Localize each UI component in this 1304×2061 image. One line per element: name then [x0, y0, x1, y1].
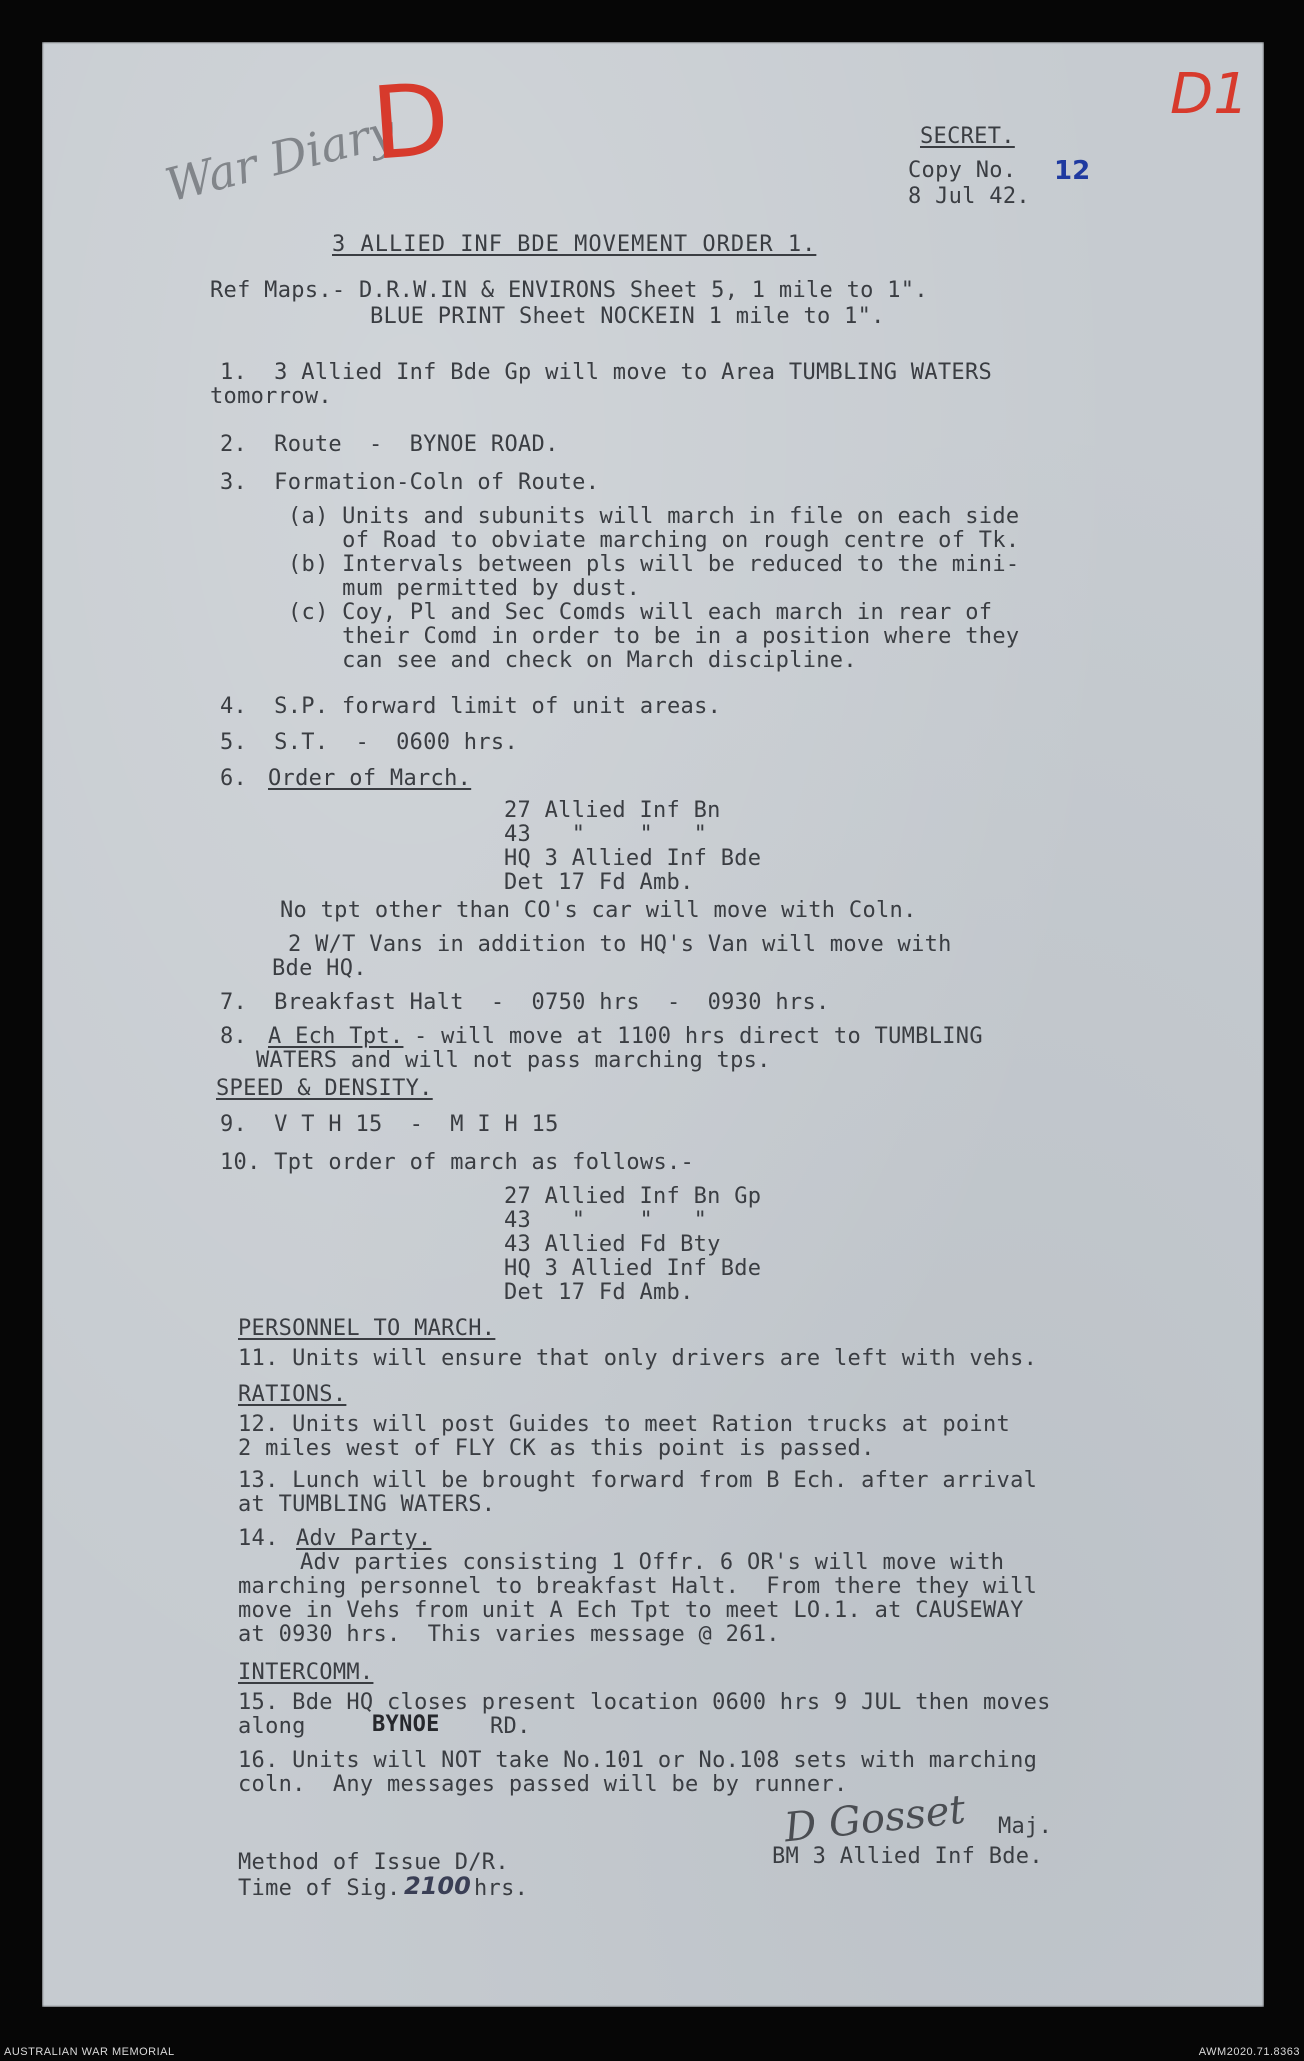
para-8-text-cont: WATERS and will not pass marching tps. [256, 1048, 771, 1073]
signatory-appointment: BM 3 Allied Inf Bde. [772, 1844, 1043, 1869]
document-page [42, 42, 1264, 2007]
para-6-number: 6. [220, 766, 248, 791]
archive-credit: AUSTRALIAN WAR MEMORIAL [4, 2046, 175, 2058]
para-8-text: - will move at 1100 hrs direct to TUMBLING [414, 1024, 983, 1049]
para-13-line-1: 13. Lunch will be brought forward from B Ech. after arrival [238, 1468, 1038, 1493]
archive-reference: AWM2020.71.8363 [1198, 2046, 1300, 2058]
document-date: 8 Jul 42. [908, 184, 1030, 209]
para-12-line-1: 12. Units will post Guides to meet Ration trucks at point [238, 1412, 1011, 1437]
tpt-order-5: Det 17 Fd Amb. [504, 1280, 694, 1305]
para-12-line-2: 2 miles west of FLY CK as this point is passed. [238, 1436, 875, 1461]
copy-number-label: Copy No. [908, 158, 1017, 183]
tpt-order-4: HQ 3 Allied Inf Bde [504, 1256, 762, 1281]
para-3a-line-1: (a) Units and subunits will march in file on each side [288, 504, 1020, 529]
tpt-order-1: 27 Allied Inf Bn Gp [504, 1184, 762, 1209]
para-15-line-2-post: RD. [490, 1714, 531, 1739]
para-3b-line-2: mum permitted by dust. [288, 576, 641, 601]
para-9: 9. V T H 15 - M I H 15 [220, 1112, 559, 1137]
para-8-heading: A Ech Tpt. [268, 1024, 404, 1049]
march-order-3: HQ 3 Allied Inf Bde [504, 846, 762, 871]
para-15-road-name: BYNOE [372, 1712, 440, 1737]
march-order-2: 43 " " " [504, 822, 708, 847]
para-3c-line-2: their Comd in order to be in a position where they [288, 624, 1020, 649]
para-14-line-1: Adv parties consisting 1 Offr. 6 OR's will move with [300, 1550, 1005, 1575]
wt-vans-line-1: 2 W/T Vans in addition to HQ's Van will move with [288, 932, 952, 957]
red-d-mark: D [367, 60, 453, 183]
para-4: 4. S.P. forward limit of unit areas. [220, 694, 722, 719]
para-15-line-2-pre: along [238, 1714, 306, 1739]
time-of-sig-value: 2100 [404, 1872, 471, 1900]
time-of-sig-suffix: hrs. [474, 1876, 529, 1901]
para-10: 10. Tpt order of march as follows.- [220, 1150, 695, 1175]
para-7: 7. Breakfast Halt - 0750 hrs - 0930 hrs. [220, 990, 830, 1015]
no-tpt-note: No tpt other than CO's car will move with Coln. [280, 898, 917, 923]
para-11: 11. Units will ensure that only drivers are left with vehs. [238, 1346, 1038, 1371]
page-reference-d1: D1 [1170, 62, 1249, 127]
para-8-number: 8. [220, 1024, 248, 1049]
copy-number-value: 12 [1054, 156, 1091, 186]
signature: D Gosset [782, 1786, 968, 1852]
personnel-heading: PERSONNEL TO MARCH. [238, 1316, 496, 1341]
wt-vans-line-2: Bde HQ. [272, 956, 367, 981]
para-14-line-3: move in Vehs from unit A Ech Tpt to meet LO.1. at CAUSEWAY [238, 1598, 1024, 1623]
para-14-line-4: at 0930 hrs. This varies message @ 261. [238, 1622, 780, 1647]
para-16-line-1: 16. Units will NOT take No.101 or No.108 sets with marching [238, 1748, 1038, 1773]
tpt-order-2: 43 " " " [504, 1208, 708, 1233]
march-order-4: Det 17 Fd Amb. [504, 870, 694, 895]
para-5: 5. S.T. - 0600 hrs. [220, 730, 518, 755]
march-order-1: 27 Allied Inf Bn [504, 798, 721, 823]
method-of-issue: Method of Issue D/R. [238, 1850, 509, 1875]
intercomm-heading: INTERCOMM. [238, 1660, 374, 1685]
rations-heading: RATIONS. [238, 1382, 347, 1407]
speed-density-heading: SPEED & DENSITY. [216, 1076, 433, 1101]
para-16-line-2: coln. Any messages passed will be by runner. [238, 1772, 848, 1797]
para-3b-line-1: (b) Intervals between pls will be reduced to the mini- [288, 552, 1020, 577]
para-13-line-2: at TUMBLING WATERS. [238, 1492, 496, 1517]
ref-maps-line-1: Ref Maps.- D.R.W.IN & ENVIRONS Sheet 5, 1 mile to 1". [210, 278, 928, 303]
para-2: 2. Route - BYNOE ROAD. [220, 432, 559, 457]
para-3a-line-2: of Road to obviate marching on rough centre of Tk. [288, 528, 1020, 553]
signatory-rank: Maj. [998, 1814, 1053, 1839]
document-title: 3 ALLIED INF BDE MOVEMENT ORDER 1. [332, 232, 817, 257]
para-3c-line-1: (c) Coy, Pl and Sec Comds will each march in rear of [288, 600, 993, 625]
secret-marking: SECRET. [920, 124, 1015, 149]
time-of-sig-label: Time of Sig. [238, 1876, 401, 1901]
para-3c-line-3: can see and check on March discipline. [288, 648, 857, 673]
para-6-heading: Order of March. [268, 766, 472, 791]
tpt-order-3: 43 Allied Fd Bty [504, 1232, 721, 1257]
para-14-line-2: marching personnel to breakfast Halt. From there they will [238, 1574, 1038, 1599]
para-14-heading: Adv Party. [296, 1526, 432, 1551]
para-3: 3. Formation-Coln of Route. [220, 470, 600, 495]
para-1-line-2: tomorrow. [210, 384, 332, 409]
para-14-number: 14. [238, 1526, 279, 1551]
para-1-line-1: 1. 3 Allied Inf Bde Gp will move to Area TUMBLING WATERS [220, 360, 993, 385]
para-15-line-1: 15. Bde HQ closes present location 0600 hrs 9 JUL then moves [238, 1690, 1051, 1715]
ref-maps-line-2: BLUE PRINT Sheet NOCKEIN 1 mile to 1". [370, 304, 885, 329]
war-diary-annotation: War Diary [160, 103, 401, 213]
